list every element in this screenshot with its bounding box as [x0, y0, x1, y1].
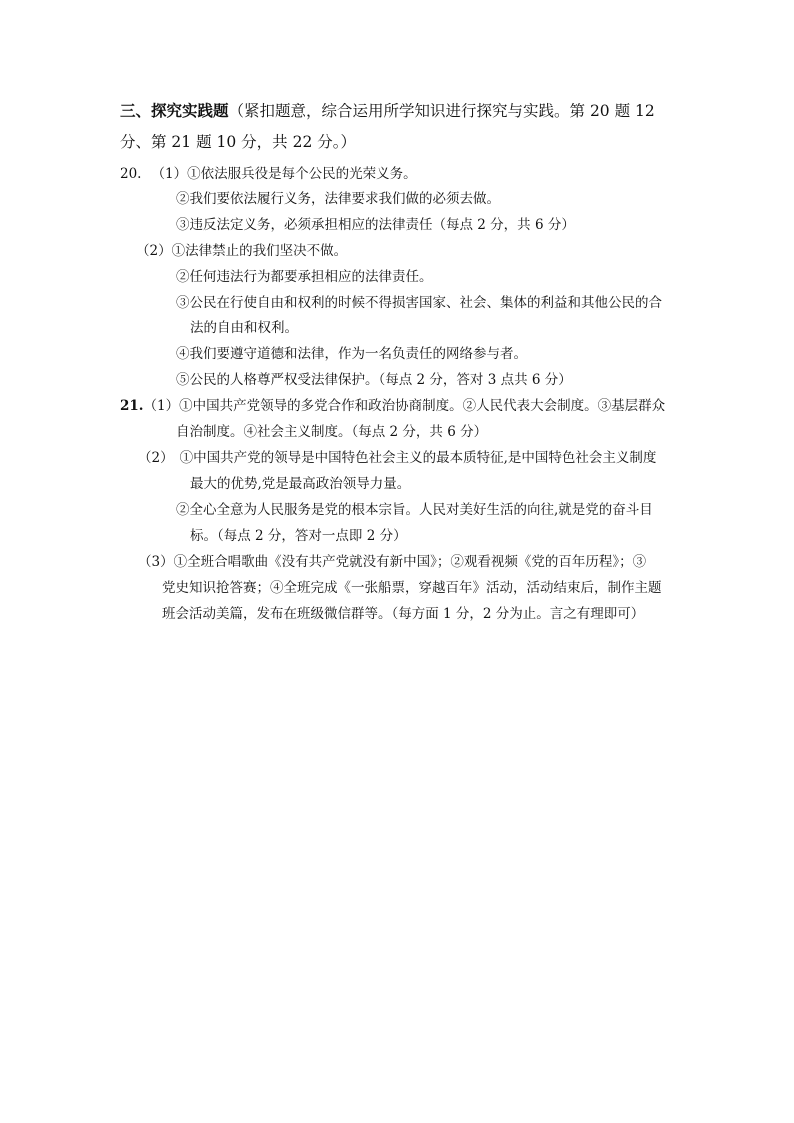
q20-part2-line3: ③公民在行使自由和权利的时候不得损害国家、社会、集体的利益和其他公民的合 [176, 295, 662, 311]
q20-part1-line3: ③违反法定义务，必须承担相应的法律责任（每点 2 分，共 6 分） [176, 217, 575, 233]
q21-part2-line4: 标。（每点 2 分，答对一点即 2 分） [190, 528, 407, 544]
q21-part3-line3: 班会活动美篇，发布在班级微信群等。（每方面 1 分，2 分为止。言之有理即可） [162, 606, 645, 622]
q21-part1-text: ①中国共产党领导的多党合作和政治协商制度。②人民代表大会制度。③基层群众 [179, 398, 666, 414]
q20-part2-line5: ④我们要遵守道德和法律，作为一名负责任的网络参与者。 [176, 346, 527, 362]
section-description-line2: 分、第 21 题 10 分，共 22 分。） [120, 133, 356, 151]
q20-part2-label: （2） [136, 243, 172, 259]
q20-part2-line6: ⑤公民的人格尊严权受法律保护。（每点 2 分，答对 3 点共 6 分） [176, 372, 572, 388]
q21-part2-text: ①中国共产党的领导是中国特色社会主义的最本质特征,是中国特色社会主义制度 [179, 450, 657, 466]
q20-part2-line4: 法的自由和权利。 [190, 320, 298, 336]
q20-part1-label: （1） [151, 166, 188, 182]
q21-part3-line1 [138, 553, 646, 571]
q20-part1-text: ①依法服兵役是每个公民的光荣义务。 [187, 166, 417, 182]
q21-part3-label: （3） [138, 554, 174, 570]
section-heading [120, 100, 655, 122]
q21-part2-label: （2） [138, 450, 174, 466]
q20-part1-line1 [120, 165, 417, 183]
q21-part1-line1 [120, 397, 665, 415]
q21-part3-line2: 党史知识抢答赛；④全班完成《一张船票，穿越百年》活动，活动结束后，制作主题 [162, 580, 662, 596]
q20-part1-line2: ②我们要依法履行义务，法律要求我们做的必须去做。 [176, 191, 500, 207]
q20-number: 20. [120, 166, 142, 182]
q21-part2-line3: ②全心全意为人民服务是党的根本宗旨。人民对美好生活的向往,就是党的奋斗目 [176, 502, 653, 518]
q21-part1-line2: 自治制度。④社会主义制度。（每点 2 分，共 6 分） [176, 424, 488, 440]
q21-part1-label: （1） [143, 398, 180, 414]
q21-part2-line1 [138, 449, 656, 467]
q20-part2-line2: ②任何违法行为都要承担相应的法律责任。 [176, 269, 433, 285]
section-title: 三、探究实践题 [120, 101, 229, 120]
q21-number: 21. [120, 398, 144, 414]
q20-part2-line1 [136, 242, 347, 260]
q21-part3-text: ①全班合唱歌曲《没有共产党就没有新中国》；②观看视频《党的百年历程》；③ [173, 554, 647, 570]
q21-part2-line2: 最大的优势,党是最高政治领导力量。 [190, 476, 411, 492]
section-description-line1: （紧扣题意，综合运用所学知识进行探究与实践。第 20 题 12 [228, 102, 655, 120]
q20-part2-text: ①法律禁止的我们坚决不做。 [171, 243, 348, 259]
